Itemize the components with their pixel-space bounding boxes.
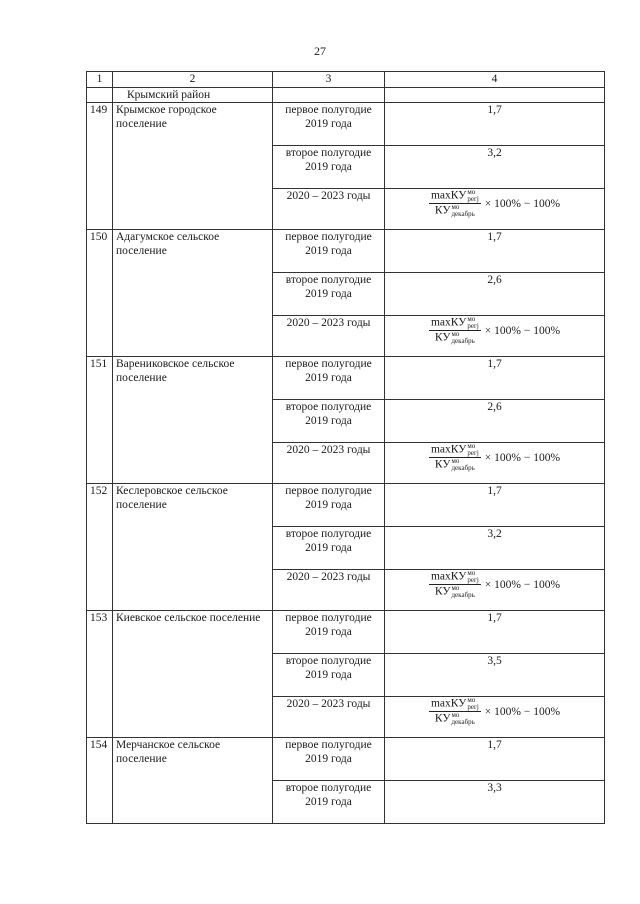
header-row [87, 72, 605, 88]
row-number: 154 [87, 738, 113, 824]
formula-denominator: КУ мо декабрь [434, 584, 475, 600]
settlement-name: Варениковское сельское поселение [113, 357, 273, 484]
formula-rest: × 100% − 100% [484, 578, 561, 591]
growth-formula [385, 316, 605, 357]
period-first-half: первое полугодие 2019 года [273, 738, 385, 781]
settlement-name: Крымское городское поселение [113, 103, 273, 230]
formula-denominator: КУ мо декабрь [434, 203, 475, 219]
row-number: 153 [87, 611, 113, 738]
period-first-half: первое полугодие 2019 года [273, 484, 385, 527]
period-second-half: второе полугодие 2019 года [273, 781, 385, 824]
table-row [87, 738, 605, 781]
period-second-half: второе полугодие 2019 года [273, 400, 385, 443]
value-second-half: 2,6 [385, 273, 605, 316]
row-number: 150 [87, 230, 113, 357]
page-number: 27 [314, 44, 326, 58]
value-first-half: 1,7 [385, 484, 605, 527]
formula-fraction [429, 443, 481, 472]
header-col-2: 2 [113, 72, 273, 88]
value-second-half: 3,3 [385, 781, 605, 824]
period-first-half: первое полугодие 2019 года [273, 611, 385, 654]
period-2020-2023: 2020 – 2023 годы [273, 316, 385, 357]
period-first-half: первое полугодие 2019 года [273, 103, 385, 146]
table-row [87, 230, 605, 273]
district-name: Крымский район [113, 88, 273, 103]
table-row [87, 357, 605, 400]
row-number: 152 [87, 484, 113, 611]
formula-fraction [429, 189, 481, 218]
header-col-1: 1 [87, 72, 113, 88]
formula-fraction [429, 570, 481, 599]
formula-numerator: maxКУ мо регj [430, 696, 479, 712]
period-second-half: второе полугодие 2019 года [273, 527, 385, 570]
value-first-half: 1,7 [385, 738, 605, 781]
period-second-half: второе полугодие 2019 года [273, 654, 385, 697]
growth-formula [385, 189, 605, 230]
period-first-half: первое полугодие 2019 года [273, 230, 385, 273]
table-row [87, 611, 605, 654]
header-col-4: 4 [385, 72, 605, 88]
formula-rest: × 100% − 100% [484, 705, 561, 718]
value-first-half: 1,7 [385, 611, 605, 654]
period-2020-2023: 2020 – 2023 годы [273, 189, 385, 230]
period-second-half: второе полугодие 2019 года [273, 146, 385, 189]
period-2020-2023: 2020 – 2023 годы [273, 697, 385, 738]
formula-rest: × 100% − 100% [484, 451, 561, 464]
table-row [87, 484, 605, 527]
value-second-half: 3,2 [385, 527, 605, 570]
formula-numerator: maxКУ мо регj [430, 188, 479, 204]
formula-numerator: maxКУ мо регj [430, 442, 479, 458]
table-row [87, 103, 605, 146]
header-col-3: 3 [273, 72, 385, 88]
period-second-half: второе полугодие 2019 года [273, 273, 385, 316]
settlement-name: Мерчанское сельское поселение [113, 738, 273, 824]
period-2020-2023: 2020 – 2023 годы [273, 443, 385, 484]
value-second-half: 2,6 [385, 400, 605, 443]
formula-rest: × 100% − 100% [484, 197, 561, 210]
settlement-name: Киевское сельское поселение [113, 611, 273, 738]
growth-formula [385, 570, 605, 611]
period-2020-2023: 2020 – 2023 годы [273, 570, 385, 611]
value-first-half: 1,7 [385, 230, 605, 273]
settlement-name: Кеслеровское сельское поселение [113, 484, 273, 611]
formula-denominator: КУ мо декабрь [434, 330, 475, 346]
value-first-half: 1,7 [385, 103, 605, 146]
row-number: 151 [87, 357, 113, 484]
value-first-half: 1,7 [385, 357, 605, 400]
formula-numerator: maxКУ мо регj [430, 315, 479, 331]
value-second-half: 3,2 [385, 146, 605, 189]
growth-formula [385, 697, 605, 738]
row-number: 149 [87, 103, 113, 230]
formula-fraction [429, 697, 481, 726]
period-first-half: первое полугодие 2019 года [273, 357, 385, 400]
value-second-half: 3,5 [385, 654, 605, 697]
tariff-table [86, 71, 605, 824]
formula-rest: × 100% − 100% [484, 324, 561, 337]
growth-formula [385, 443, 605, 484]
formula-fraction [429, 316, 481, 345]
formula-denominator: КУ мо декабрь [434, 457, 475, 473]
formula-numerator: maxКУ мо регj [430, 569, 479, 585]
settlement-name: Адагумское сельское поселение [113, 230, 273, 357]
district-row [87, 88, 605, 103]
formula-denominator: КУ мо декабрь [434, 711, 475, 727]
